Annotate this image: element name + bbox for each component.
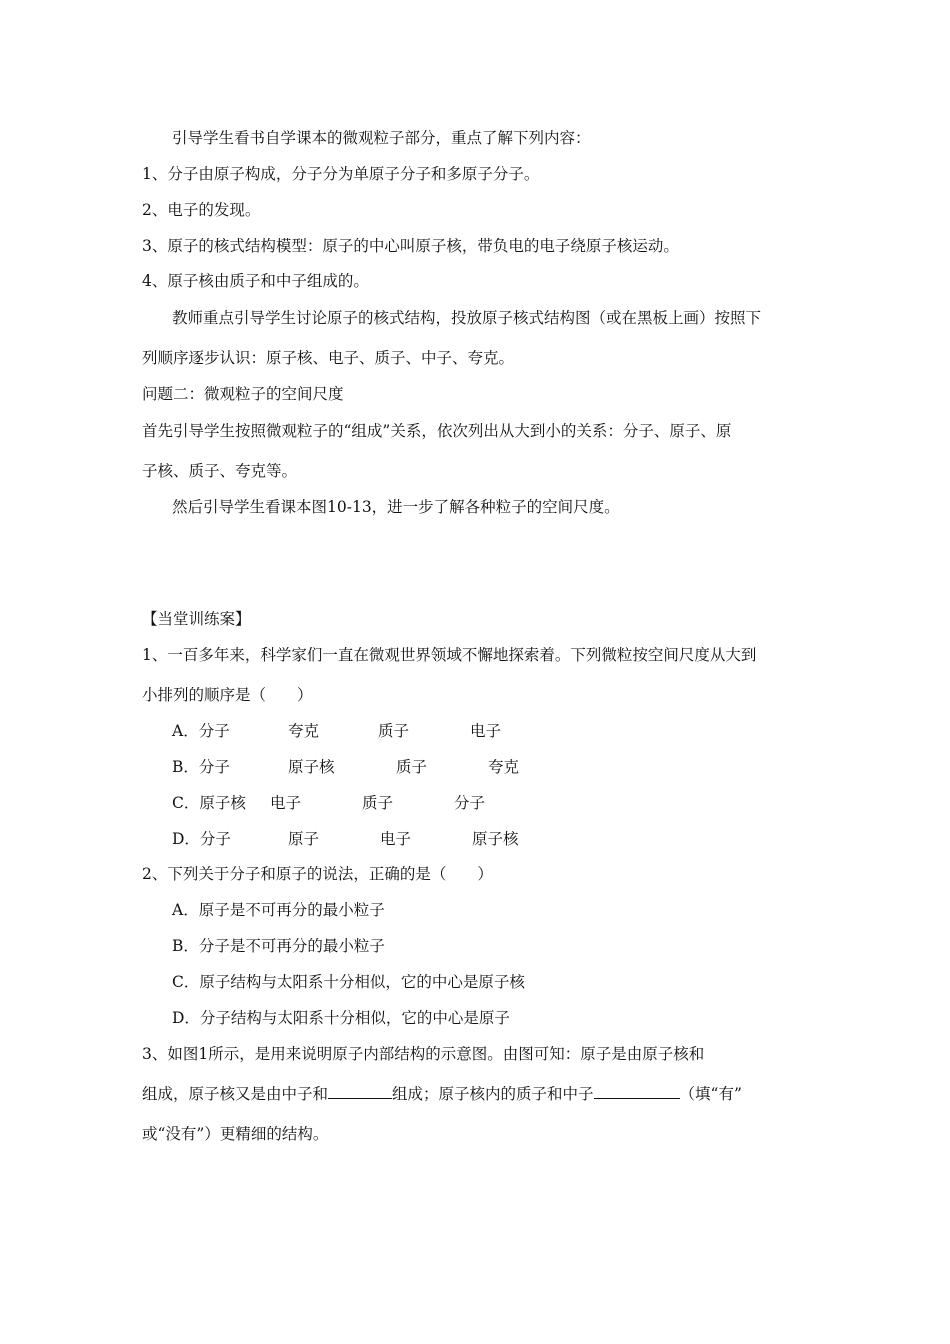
q2-option-b: B．分子是不可再分的最小粒子: [172, 937, 385, 955]
q1-option-a-item-1: A．分子: [172, 722, 230, 740]
problem2-line-2: 子核、质子、夸克等。: [142, 462, 298, 480]
q1-option-c-item-4: 分子: [454, 794, 486, 812]
q1-option-a-item-2: 夸克: [288, 722, 320, 740]
problem2-title: 问题二：微观粒子的空间尺度: [142, 385, 344, 403]
q2-stem: 2、下列关于分子和原子的说法，正确的是（ ）: [142, 865, 493, 883]
training-heading: 【当堂训练案】: [142, 610, 251, 628]
q1-option-b-item-1: B．分子: [172, 758, 230, 776]
q1-option-c-item-1: C．原子核: [172, 794, 246, 812]
teacher-line-1: 教师重点引导学生讨论原子的核式结构，投放原子核式结构图（或在黑板上画）按照下: [172, 309, 762, 327]
intro-item-3: 3、原子的核式结构模型：原子的中心叫原子核，带负电的电子绕原子核运动。: [142, 237, 679, 255]
q1-option-a-item-4: 电子: [470, 722, 502, 740]
intro-item-2: 2、电子的发现。: [142, 201, 261, 219]
q1-option-d-item-2: 原子: [288, 830, 320, 848]
q3-line-1: 3、如图1所示，是用来说明原子内部结构的示意图。由图可知：原子是由原子核和: [142, 1045, 705, 1063]
q1-option-d-item-1: D．分子: [172, 830, 231, 848]
intro-item-4: 4、原子核由质子和中子组成的。: [142, 272, 369, 290]
q3-line-2-part-2: 组成；原子核内的质子和中子: [392, 1085, 594, 1103]
q1-option-b-item-4: 夸克: [488, 758, 520, 776]
q3-line-2-part-1: 组成，原子核又是由中子和: [142, 1085, 329, 1103]
problem2-line-3: 然后引导学生看课本图10-13，进一步了解各种粒子的空间尺度。: [172, 498, 620, 516]
teacher-line-2: 列顺序逐步认识：原子核、电子、质子、中子、夸克。: [142, 349, 515, 367]
q1-line-2: 小排列的顺序是（ ）: [142, 686, 313, 704]
problem2-line-1: 首先引导学生按照微观粒子的“组成”关系，依次列出从大到小的关系：分子、原子、原: [142, 422, 732, 440]
q2-option-c: C．原子结构与太阳系十分相似，它的中心是原子核: [172, 973, 525, 991]
q1-line-1: 1、一百多年来，科学家们一直在微观世界领域不懈地探索着。下列微粒按空间尺度从大到: [142, 646, 757, 664]
q3-line-3: 或“没有”）更精细的结构。: [142, 1125, 329, 1143]
q1-option-b-item-2: 原子核: [288, 758, 335, 776]
q1-option-c-item-3: 质子: [362, 794, 394, 812]
q3-line-2-part-3: （填“有”: [679, 1085, 742, 1103]
q3-line-2: [142, 1084, 742, 1104]
q2-option-a: A．原子是不可再分的最小粒子: [172, 901, 385, 919]
q3-blank-1[interactable]: [328, 1084, 392, 1099]
q2-option-d: D．分子结构与太阳系十分相似，它的中心是原子: [172, 1009, 510, 1027]
q1-option-c-item-2: 电子: [270, 794, 302, 812]
q1-option-d-item-3: 电子: [380, 830, 412, 848]
q3-blank-2[interactable]: [594, 1084, 680, 1099]
q1-option-d-item-4: 原子核: [472, 830, 519, 848]
q1-option-b-item-3: 质子: [396, 758, 428, 776]
intro-lead: 引导学生看书自学课本的微观粒子部分，重点了解下列内容：: [172, 129, 591, 147]
q1-option-a-item-3: 质子: [378, 722, 410, 740]
intro-item-1: 1、分子由原子构成，分子分为单原子分子和多原子分子。: [142, 165, 540, 183]
